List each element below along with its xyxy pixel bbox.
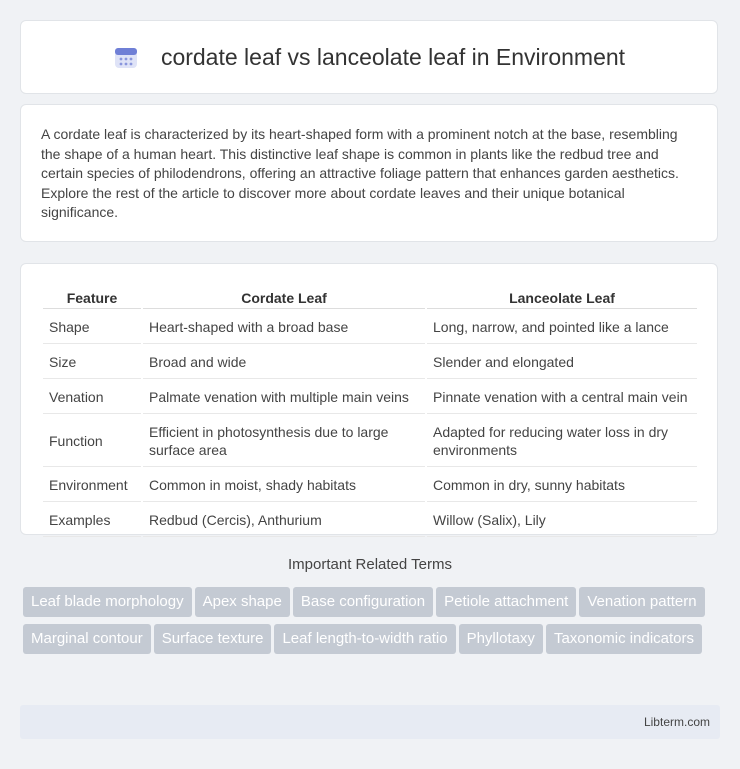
header-lanceolate: Lanceolate Leaf	[427, 286, 697, 309]
table-cell: Efficient in photosynthesis due to large surface area	[143, 416, 425, 467]
related-term-tag[interactable]: Apex shape	[195, 587, 290, 617]
table-cell: Common in dry, sunny habitats	[427, 469, 697, 502]
table-cell: Pinnate venation with a central main vein	[427, 381, 697, 414]
table-cell: Environment	[43, 469, 141, 502]
comparison-card	[20, 263, 718, 535]
table-cell: Venation	[43, 381, 141, 414]
table-row	[43, 381, 697, 414]
related-term-tag[interactable]: Petiole attachment	[436, 587, 576, 617]
header-feature: Feature	[43, 286, 141, 309]
header-card	[20, 20, 718, 94]
table-row	[43, 416, 697, 467]
table-cell: Size	[43, 346, 141, 379]
table-cell: Slender and elongated	[427, 346, 697, 379]
table-cell: Broad and wide	[143, 346, 425, 379]
table-cell: Shape	[43, 311, 141, 344]
footer	[20, 705, 720, 739]
table-cell: Redbud (Cercis), Anthurium	[143, 504, 425, 537]
table-row	[43, 346, 697, 379]
page-title: cordate leaf vs lanceolate leaf in Environment	[160, 43, 626, 70]
table-header-row	[43, 286, 697, 309]
table-cell: Examples	[43, 504, 141, 537]
intro-card	[20, 104, 718, 242]
table-cell: Heart-shaped with a broad base	[143, 311, 425, 344]
table-row	[43, 469, 697, 502]
related-term-tag[interactable]: Base configuration	[293, 587, 433, 617]
related-term-tag[interactable]: Leaf length-to-width ratio	[274, 624, 455, 654]
table-cell: Function	[43, 416, 141, 467]
table-row	[43, 504, 697, 537]
calendar-icon	[113, 44, 139, 70]
related-term-tag[interactable]: Taxonomic indicators	[546, 624, 702, 654]
footer-brand[interactable]: Libterm.com	[643, 715, 710, 729]
header-cordate: Cordate Leaf	[143, 286, 425, 309]
table-cell: Palmate venation with multiple main veins	[143, 381, 425, 414]
related-term-tag[interactable]: Leaf blade morphology	[23, 587, 192, 617]
table-cell: Adapted for reducing water loss in dry environments	[427, 416, 697, 467]
table-row	[43, 311, 697, 344]
related-term-tag[interactable]: Venation pattern	[579, 587, 704, 617]
related-term-tag[interactable]: Marginal contour	[23, 624, 151, 654]
table-cell: Long, narrow, and pointed like a lance	[427, 311, 697, 344]
intro-text: A cordate leaf is characterized by its heart-shaped form with a prominent notch at the base, resembling the shape of a human heart. This distinctive leaf shape is common in plants like the redbud tree and certain species of philodendrons, offering an attractive foliage pattern that enhances garden aesthetics. Explore the rest of the article to discover more about cordate leaves and their unique botanical significance.	[41, 126, 679, 221]
related-terms-title: Important Related Terms	[288, 556, 452, 573]
table-cell: Willow (Salix), Lily	[427, 504, 697, 537]
comparison-table	[41, 284, 699, 539]
related-term-tag[interactable]: Phyllotaxy	[459, 624, 543, 654]
related-terms-list	[23, 587, 723, 661]
related-term-tag[interactable]: Surface texture	[154, 624, 272, 654]
table-cell: Common in moist, shady habitats	[143, 469, 425, 502]
